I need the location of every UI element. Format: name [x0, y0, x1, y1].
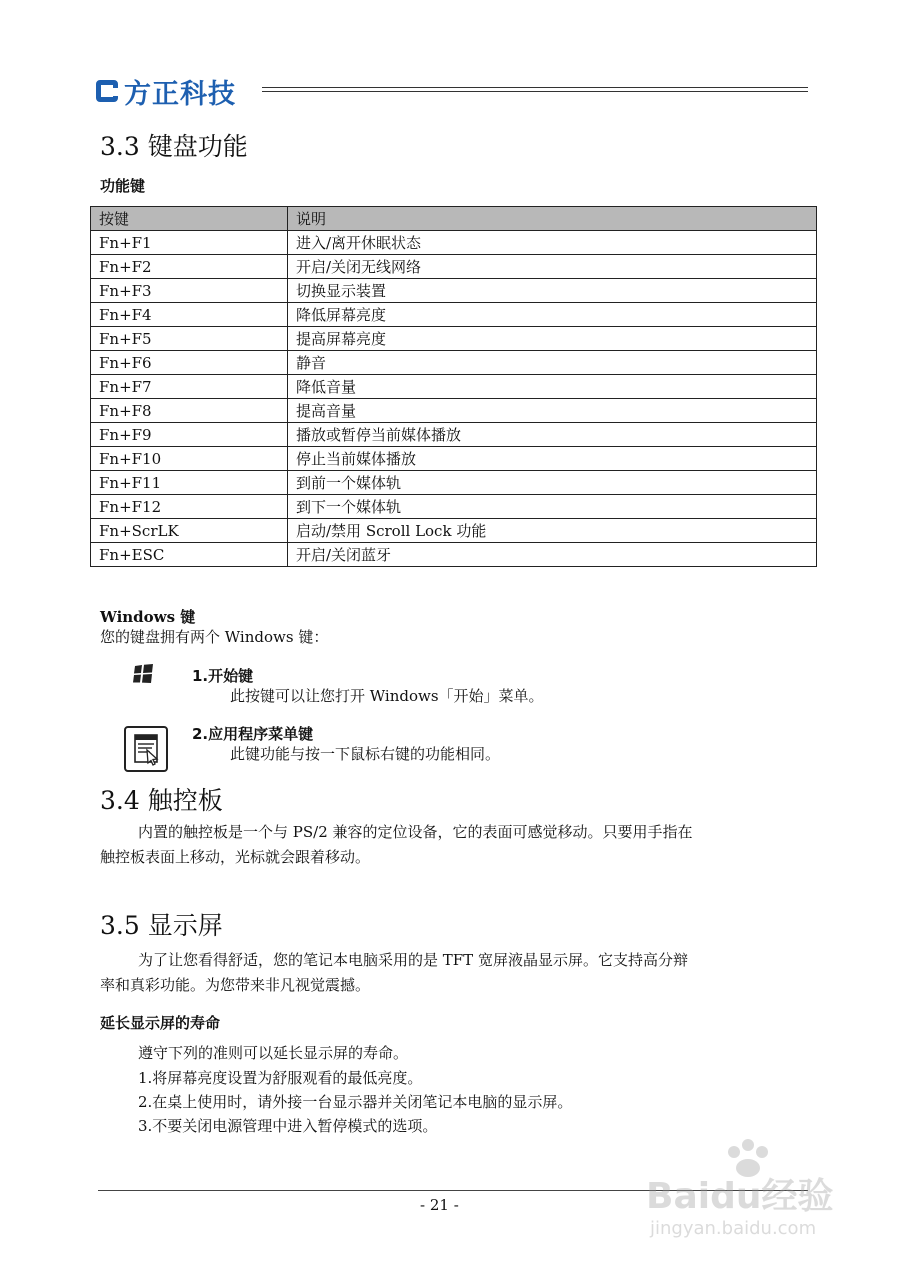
description-cell: 降低屏幕亮度 — [288, 303, 817, 327]
key-cell: Fn+F2 — [91, 255, 288, 279]
touchpad-paragraph-line-2: 触控板表面上移动，光标就会跟着移动。 — [100, 848, 371, 866]
section-3-5-title: 3.5 显示屏 — [100, 911, 223, 940]
table-row — [91, 231, 817, 255]
table-row — [91, 327, 817, 351]
description-cell: 到前一个媒体轨 — [288, 471, 817, 495]
display-life-heading: 延长显示屏的寿命 — [100, 1014, 221, 1032]
windows-logo-icon — [132, 664, 154, 684]
key-cell: Fn+F4 — [91, 303, 288, 327]
table-row — [91, 255, 817, 279]
key-cell: Fn+F8 — [91, 399, 288, 423]
display-paragraph-line-2: 率和真彩功能。为您带来非凡视觉震撼。 — [100, 976, 371, 994]
display-life-item-2: 2.在桌上使用时，请外接一台显示器并关闭笔记本电脑的显示屏。 — [138, 1093, 573, 1111]
table-header-row — [91, 207, 817, 231]
description-cell: 降低音量 — [288, 375, 817, 399]
table-row — [91, 303, 817, 327]
key-cell: Fn+F7 — [91, 375, 288, 399]
windows-key-intro: 您的键盘拥有两个 Windows 键： — [100, 628, 329, 646]
windows-key-heading: Windows 键 — [100, 608, 196, 626]
touchpad-paragraph-line-1: 内置的触控板是一个与 PS/2 兼容的定位设备，它的表面可感觉移动。只要用手指在 — [138, 823, 693, 841]
app-menu-key-description: 此键功能与按一下鼠标右键的功能相同。 — [230, 745, 501, 763]
function-keys-table — [90, 206, 817, 567]
header-divider — [262, 87, 808, 92]
description-cell: 播放或暂停当前媒体播放 — [288, 423, 817, 447]
table-row — [91, 375, 817, 399]
table-row — [91, 423, 817, 447]
table-row — [91, 519, 817, 543]
description-cell: 静音 — [288, 351, 817, 375]
description-cell: 开启/关闭蓝牙 — [288, 543, 817, 567]
display-paragraph-line-1: 为了让您看得舒适，您的笔记本电脑采用的是 TFT 宽屏液晶显示屏。它支持高分辩 — [138, 951, 688, 969]
watermark-url: jingyan.baidu.com — [650, 1218, 817, 1239]
column-header-key: 按键 — [91, 207, 288, 231]
display-life-item-3: 3.不要关闭电源管理中进入暂停模式的选项。 — [138, 1117, 438, 1135]
display-life-intro: 遵守下列的准则可以延长显示屏的寿命。 — [138, 1044, 409, 1062]
section-3-4-title: 3.4 触控板 — [100, 786, 223, 815]
key-cell: Fn+F9 — [91, 423, 288, 447]
table-row — [91, 471, 817, 495]
app-menu-key-title: 2.应用程序菜单键 — [192, 725, 314, 743]
application-menu-key-icon — [124, 726, 168, 772]
key-cell: Fn+F3 — [91, 279, 288, 303]
key-cell: Fn+F5 — [91, 327, 288, 351]
table-row — [91, 399, 817, 423]
baidu-watermark — [640, 1138, 870, 1248]
table-row — [91, 447, 817, 471]
page-number: - 21 - — [420, 1196, 459, 1214]
logo-text: 方正科技 — [124, 78, 236, 110]
description-cell: 开启/关闭无线网络 — [288, 255, 817, 279]
brand-logo — [96, 74, 236, 108]
key-cell: Fn+F12 — [91, 495, 288, 519]
function-keys-heading: 功能键 — [100, 177, 146, 195]
description-cell: 到下一个媒体轨 — [288, 495, 817, 519]
description-cell: 提高屏幕亮度 — [288, 327, 817, 351]
start-key-description: 此按键可以让您打开 Windows「开始」菜单。 — [230, 687, 544, 705]
description-cell: 进入/离开休眠状态 — [288, 231, 817, 255]
start-key-title: 1.开始键 — [192, 667, 254, 685]
key-cell: Fn+F6 — [91, 351, 288, 375]
table-row — [91, 543, 817, 567]
key-cell: Fn+ScrLK — [91, 519, 288, 543]
table-row — [91, 279, 817, 303]
key-cell: Fn+F10 — [91, 447, 288, 471]
description-cell: 提高音量 — [288, 399, 817, 423]
logo-icon — [96, 80, 118, 102]
description-cell: 停止当前媒体播放 — [288, 447, 817, 471]
key-cell: Fn+F11 — [91, 471, 288, 495]
table-row — [91, 351, 817, 375]
section-3-3-title: 3.3 键盘功能 — [100, 132, 248, 161]
watermark-brand: Baidu经验 — [646, 1176, 834, 1217]
key-cell: Fn+F1 — [91, 231, 288, 255]
column-header-description: 说明 — [288, 207, 817, 231]
description-cell: 启动/禁用 Scroll Lock 功能 — [288, 519, 817, 543]
table-row — [91, 495, 817, 519]
key-cell: Fn+ESC — [91, 543, 288, 567]
display-life-item-1: 1.将屏幕亮度设置为舒服观看的最低亮度。 — [138, 1069, 423, 1087]
description-cell: 切换显示装置 — [288, 279, 817, 303]
